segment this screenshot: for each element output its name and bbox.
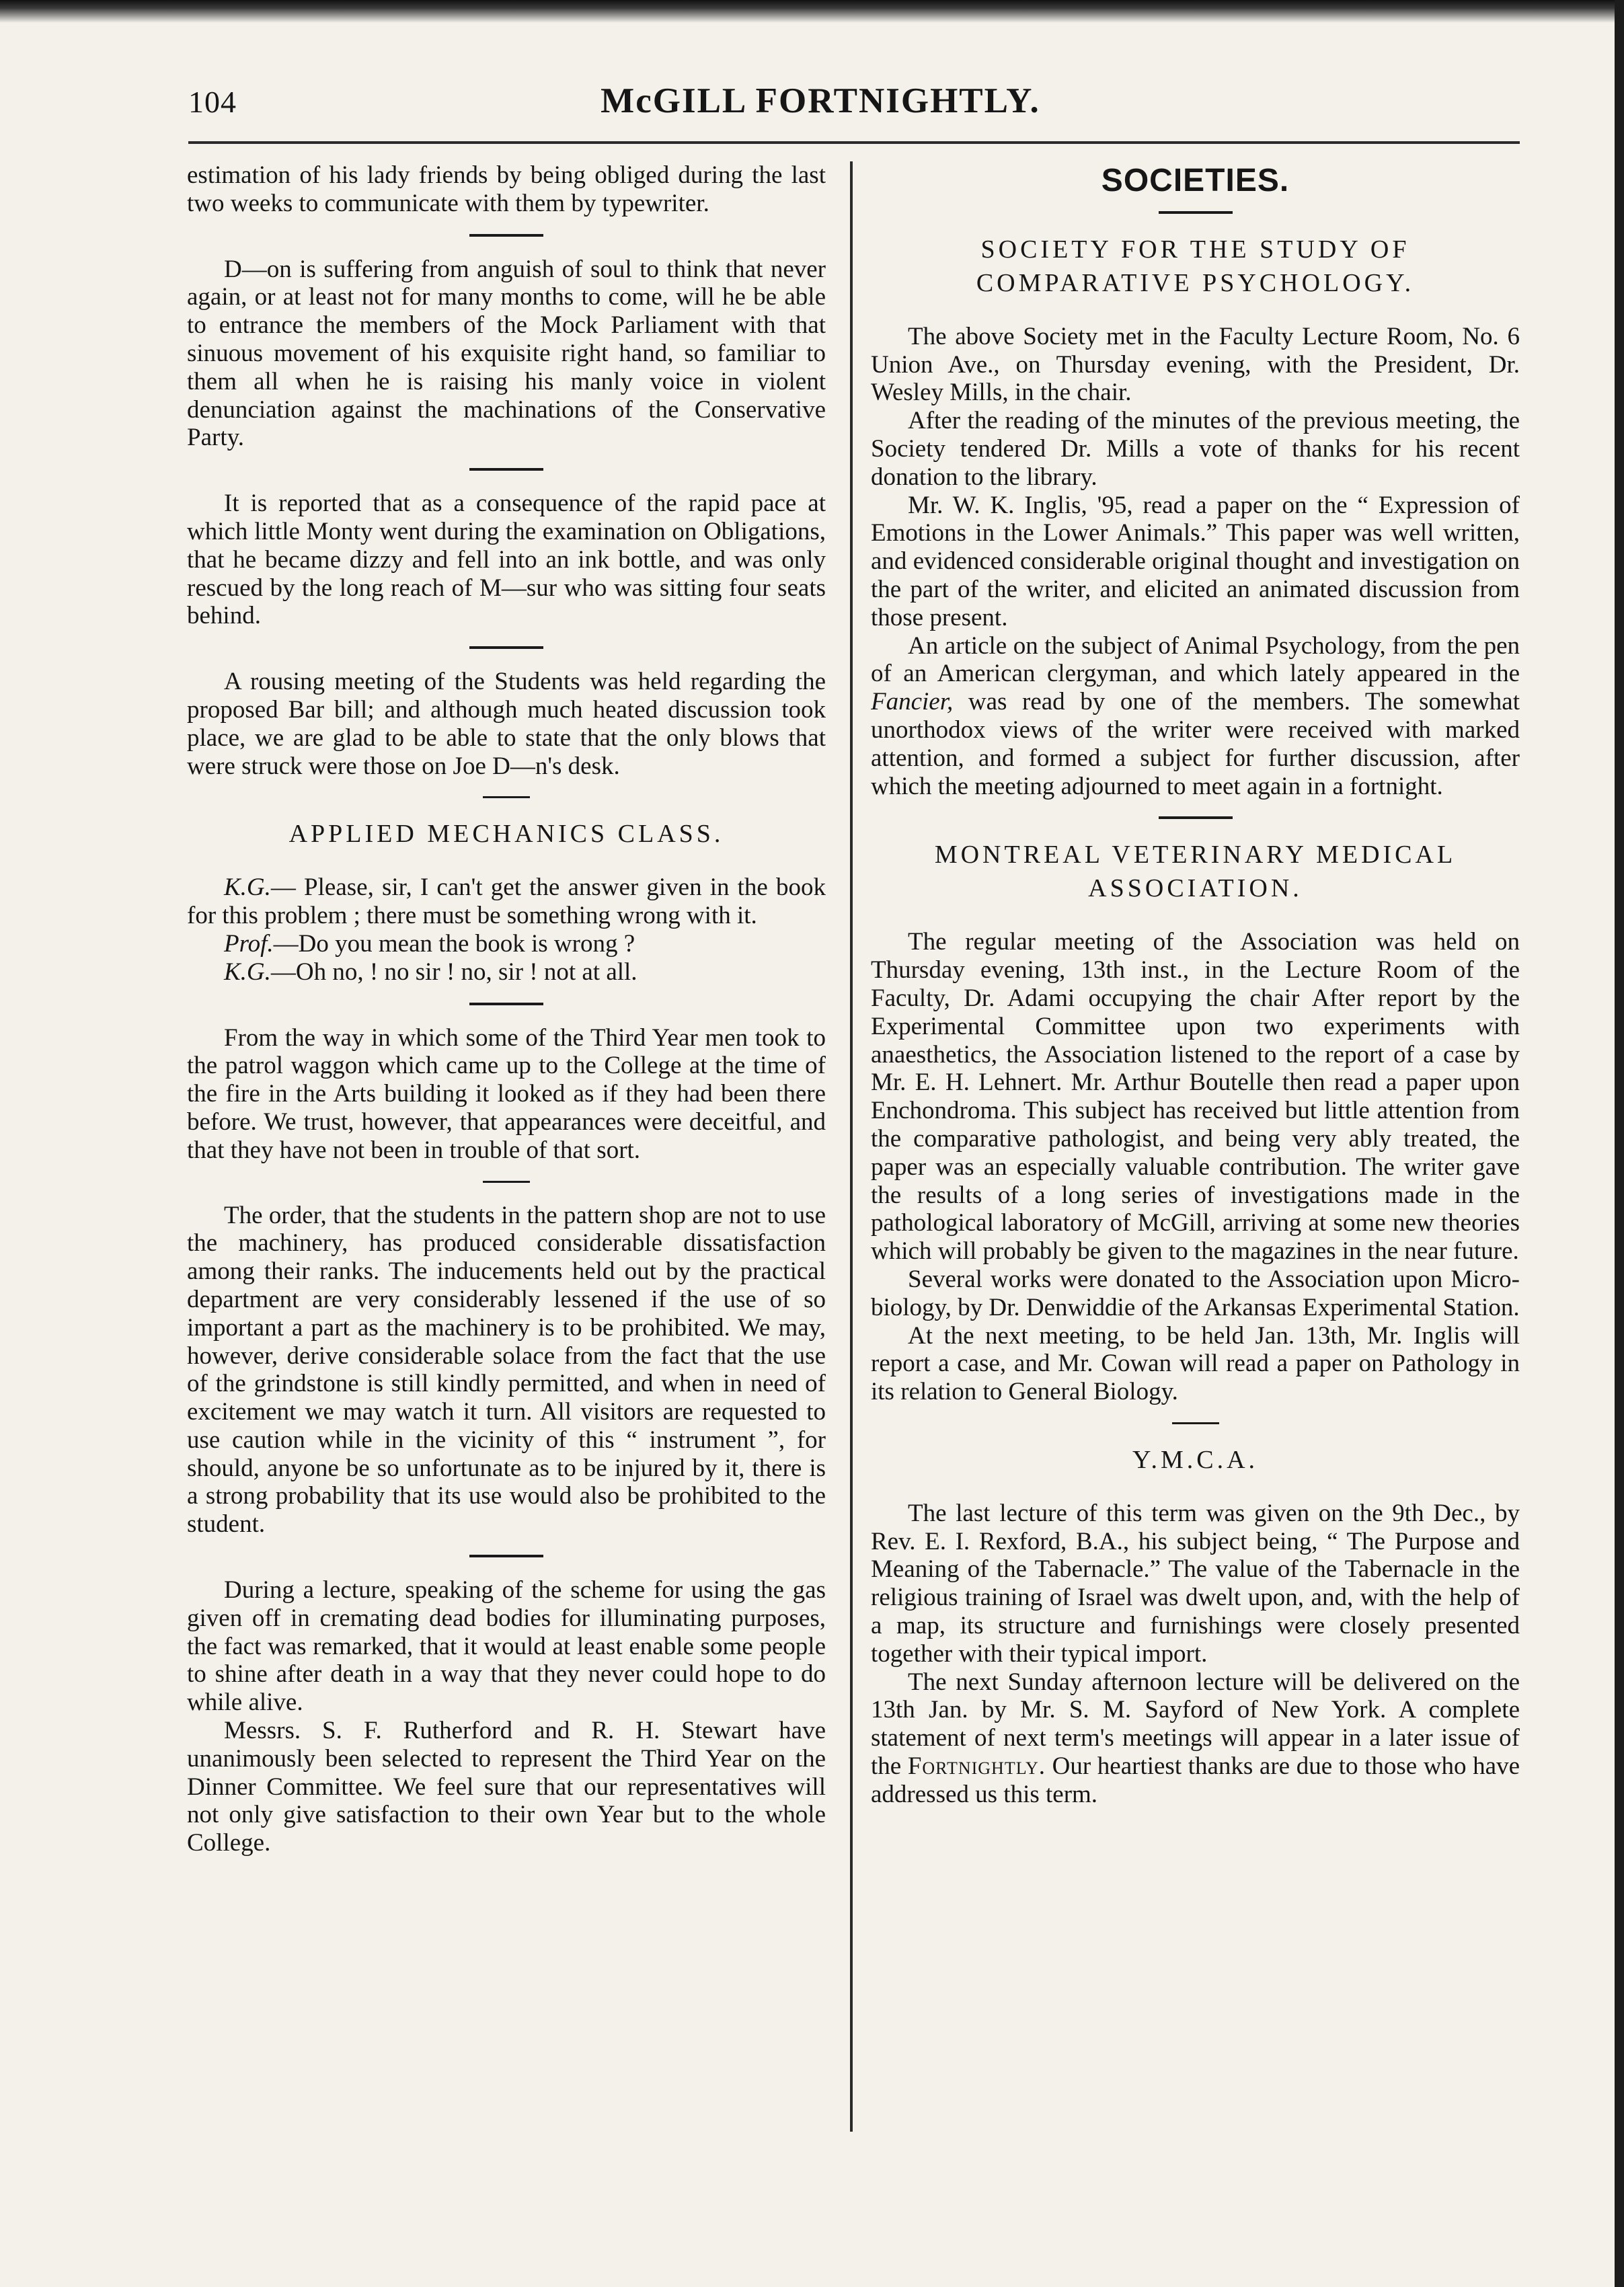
- paragraph: At the next meeting, to be held Jan. 13th, Mr. Inglis will report a case, and Mr. Cowan will read a paper on Pathology in its relation to General Biology.: [871, 1321, 1520, 1406]
- heading-ymca: Y.M.C.A.: [1132, 1445, 1259, 1474]
- dialogue-text: —Do you mean the book is wrong ?: [273, 929, 635, 958]
- paragraph: It is reported that as a consequence of the rapid pace at which little Monty went during the examination on Obligations, that he became dizzy and fell into an ink bottle, and was only rescued by the long reach of M—sur who was sitting four seats behind.: [187, 490, 826, 630]
- column-divider: [850, 161, 853, 2132]
- paragraph: Several works were donated to the Association upon Micro-biology, by Dr. Denwiddie of the Arkansas Experimental Station.: [871, 1265, 1520, 1321]
- separator-rule: [483, 796, 530, 798]
- paragraph: The above Society met in the Faculty Lecture Room, No. 6 Union Ave., on Thursday evening, with the President, Dr. Wesley Mills, in the chair.: [871, 322, 1520, 407]
- dialogue-line: [187, 874, 826, 930]
- paragraph: A rousing meeting of the Students was held regarding the proposed Bar bill; and although much heated discussion took place, we are glad to be able to state that the only blows that were struck were those on Joe D—n's desk.: [187, 668, 826, 780]
- paragraph: estimation of his lady friends by being obliged during the last two weeks to communicate with them by typewriter.: [187, 161, 826, 217]
- separator-rule: [469, 1003, 543, 1005]
- separator-rule: [483, 1181, 530, 1183]
- right-column: [871, 161, 1520, 2132]
- separator-rule: [469, 234, 543, 237]
- heading-veterinary-association: MONTREAL VETERINARY MEDICAL ASSOCIATION.: [934, 841, 1457, 903]
- separator-rule: [469, 468, 543, 471]
- left-column: [187, 161, 826, 2132]
- scan-right-edge: [1615, 0, 1624, 2287]
- dialogue-line: [187, 930, 826, 958]
- speaker: K.G.: [224, 958, 271, 986]
- publication-title: Fancier,: [871, 688, 954, 716]
- paragraph: Messrs. S. F. Rutherford and R. H. Stewart have unanimously been selected to represent the Third Year on the Dinner Committee. We feel sure that our representatives will not only give satisfaction to their own Year but to the whole College.: [187, 1717, 826, 1857]
- separator-rule: [469, 1555, 543, 1557]
- separator-rule: [1159, 211, 1233, 214]
- paragraph: Mr. W. K. Inglis, '95, read a paper on the “ Expression of Emotions in the Lower Animals.” This paper was well written, and evidenced considerable original thought and investigation on the part of the writer, and elicited an animated discussion from those present.: [871, 491, 1520, 631]
- text-run: The next Sunday afternoon lecture will be delivered on the 13th Jan. by Mr. S. M. Sayford of New York. A complete statement of next term's meetings will appear in a later issue of the: [871, 1668, 1520, 1781]
- header-rule: [188, 141, 1520, 144]
- paragraph: D—on is suffering from anguish of soul to think that never again, or at least not for many months to come, will he be able to entrance the members of the Mock Parliament with that sinuous movement of his exquisite right hand, so familiar to them all when he is raising his manly voice in violent denunciation against the machinations of the Conservative Party.: [187, 255, 826, 452]
- paragraph: During a lecture, speaking of the scheme for using the gas given off in cremating dead bodies for illuminating purposes, the fact was remarked, that it would at least enable some people to shine after death in a way that they never could hope to do while alive.: [187, 1576, 826, 1717]
- speaker: Prof.: [224, 929, 274, 958]
- heading-comparative-psychology: SOCIETY FOR THE STUDY OF COMPARATIVE PSYCHOLOGY.: [976, 235, 1415, 297]
- paragraph: The last lecture of this term was given on the 9th Dec., by Rev. E. I. Rexford, B.A., his subject being, “ The Purpose and Meaning of the Tabernacle.” The value of the Tabernacle in the religious training of Israel was dwelt upon, and, with the help of a map, its structure and furnishings were closely presented together with their typical import.: [871, 1499, 1520, 1668]
- speaker: K.G.: [224, 874, 271, 902]
- page-number: 104: [188, 85, 237, 119]
- text-run: An article on the subject of Animal Psychology, from the pen of an American clergyman, and which lately appeared in the: [871, 631, 1520, 688]
- paragraph: From the way in which some of the Third Year men took to the patrol waggon which came up to the College at the time of the fire in the Arts building it looked as if they had been there before. We trust, however, that appearances were deceitful, and that they have not been in trouble of that sort.: [187, 1023, 826, 1164]
- text-run: was read by one of the members. The somewhat unorthodox views of the writer were received with marked attention, and formed a subject for further discussion, after which the meeting adjourned to meet again in a fortnight.: [871, 688, 1520, 800]
- running-title: McGILL FORTNIGHTLY.: [601, 81, 1040, 120]
- section-heading-applied-mechanics: APPLIED MECHANICS CLASS.: [288, 820, 724, 849]
- scan-top-edge: [0, 0, 1624, 34]
- separator-rule: [1172, 1422, 1219, 1424]
- text-run: Our heartiest thanks are due to those who have addressed us this term.: [871, 1752, 1520, 1808]
- paragraph: After the reading of the minutes of the previous meeting, the Society tendered Dr. Mills a vote of thanks for his recent donation to the library.: [871, 407, 1520, 491]
- paragraph: The order, that the students in the pattern shop are not to use the machinery, has produced considerable dissatisfaction among their ranks. The inducements held out by the practical department are very considerably lessened if the use of so important a part as the machinery is to be prohibited. We may, however, derive considerable solace from the fact that the use of the grindstone is still kindly permitted, and when in need of excitement we may watch it turn. All visitors are requested to use caution while in the vicinity of this “ instrument ”, for should, anyone be so unfortunate as to be injured by it, there is a strong probability that its use would also be prohibited to the student.: [187, 1201, 826, 1539]
- dialogue-text: —Oh no, ! no sir ! no, sir ! not at all.: [270, 958, 637, 986]
- dialogue-line: [187, 958, 826, 986]
- section-title-societies: SOCIETIES.: [1101, 163, 1290, 198]
- separator-rule: [1159, 816, 1233, 819]
- publication-title: Fortnightly.: [907, 1752, 1046, 1781]
- dialogue-text: — Please, sir, I can't get the answer given in the book for this problem ; there must be something wrong with it.: [187, 874, 826, 930]
- paragraph: [871, 1668, 1520, 1809]
- paragraph: [871, 632, 1520, 801]
- paragraph: The regular meeting of the Association was held on Thursday evening, 13th inst., in the Lecture Room of the Faculty, Dr. Adami occupying the chair After report by the Experimental Committee upon two experiments with anaesthetics, the Association listened to the report of a case by Mr. E. H. Lehnert. Mr. Arthur Boutelle then read a paper upon Enchondroma. This subject has received but little attention from the comparative pathologist, and being very ably treated, the paper was an especially valuable contribution. The writer gave the results of a long series of investigations made in the pathological laboratory of McGill, arriving at some new theories which will probably be given to the magazines in the near future.: [871, 928, 1520, 1266]
- separator-rule: [469, 646, 543, 649]
